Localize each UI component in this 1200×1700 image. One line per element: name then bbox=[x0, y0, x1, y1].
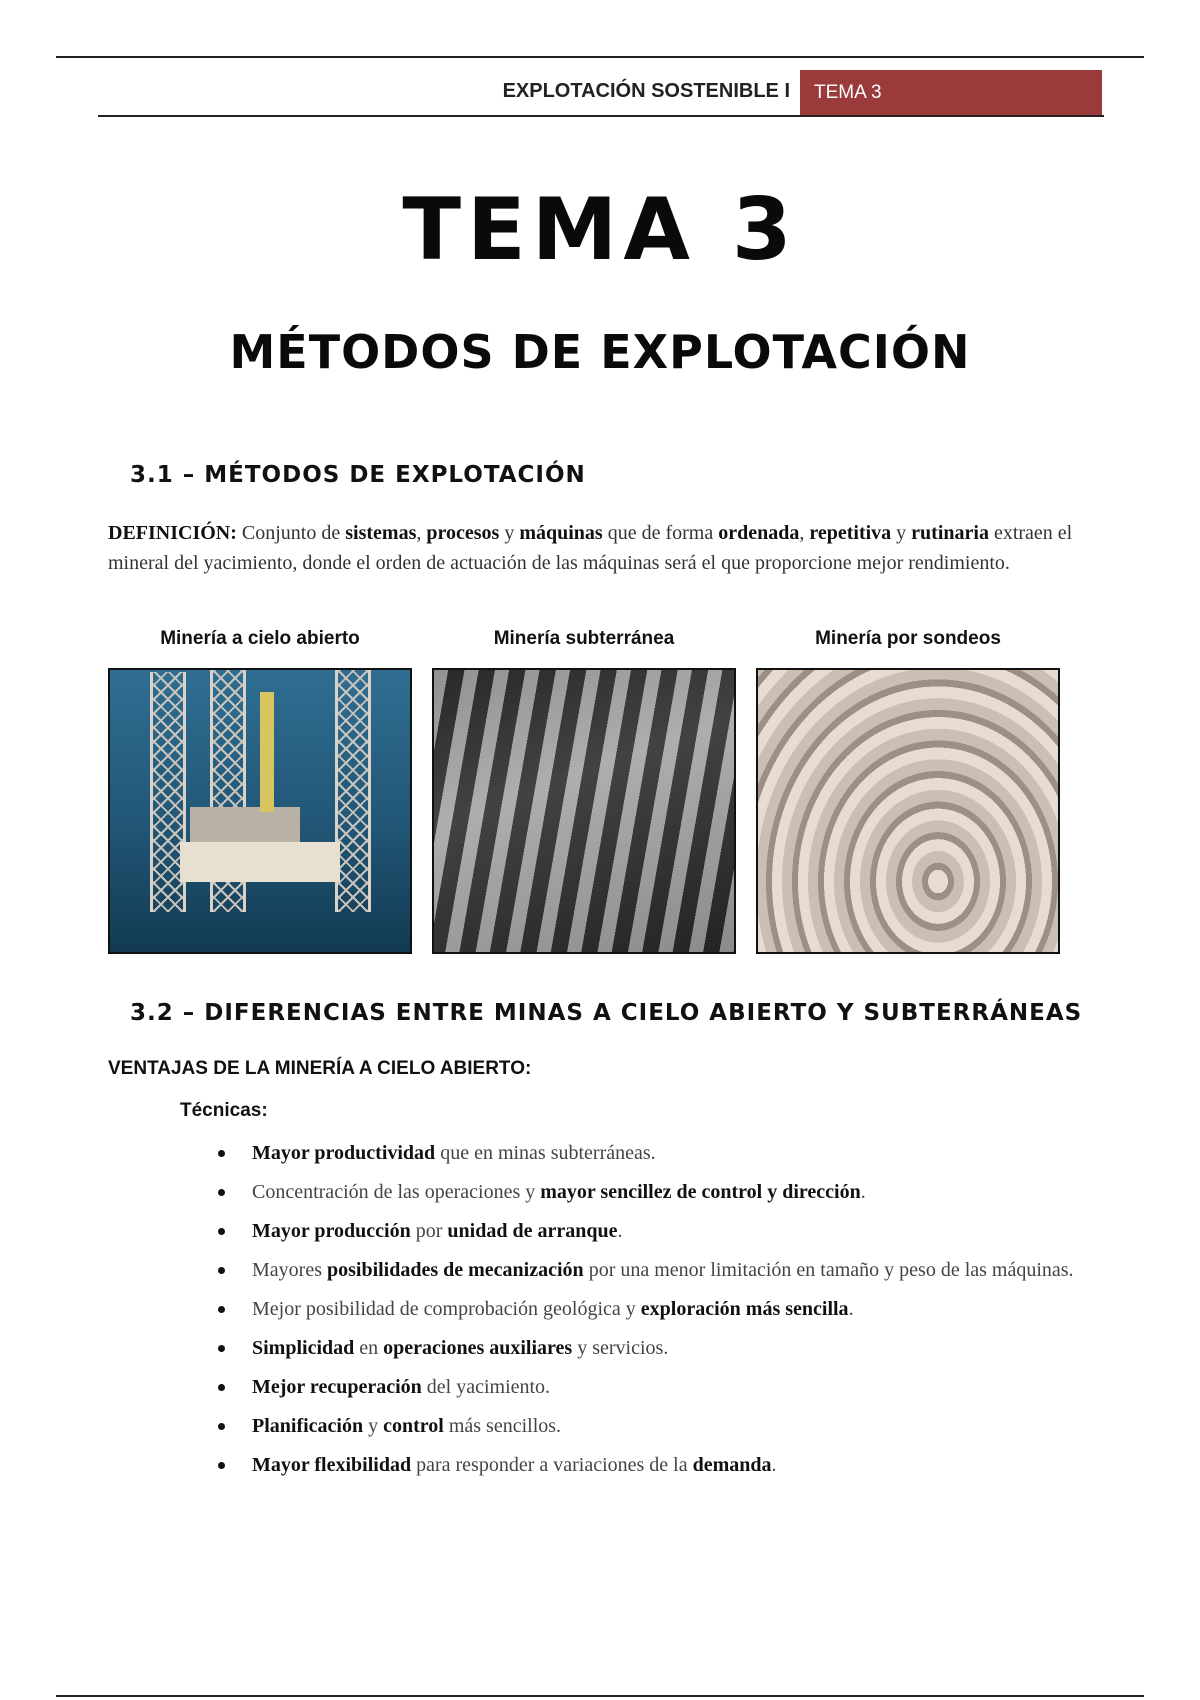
techniques-label: Técnicas: bbox=[180, 1100, 268, 1121]
header-document-title: EXPLOTACIÓN SOSTENIBLE I bbox=[502, 80, 790, 102]
list-item bbox=[218, 1452, 1078, 1478]
bold-text-run: posibilidades de mecanización bbox=[326, 1259, 584, 1281]
page-title: TEMA 3 bbox=[402, 180, 798, 280]
bold-text-run: unidad de arranque bbox=[447, 1220, 618, 1242]
advantages-list bbox=[218, 1140, 1078, 1491]
rig-tower-right bbox=[335, 668, 371, 912]
page-subtitle: MÉTODOS DE EXPLOTACIÓN bbox=[229, 325, 971, 379]
text-run: Mejor posibilidad de comprobación geológica y bbox=[252, 1298, 641, 1320]
bold-text-run: ordenada bbox=[718, 522, 800, 544]
list-item bbox=[218, 1296, 1078, 1322]
text-run: extraen el mineral del yacimiento, donde el orden de actuación de las máquinas será el que proporcione mejor rendimiento. bbox=[108, 522, 1073, 574]
list-item bbox=[218, 1140, 1078, 1166]
bold-text-run: Mayor flexibilidad bbox=[252, 1454, 412, 1476]
text-run: . bbox=[860, 1181, 866, 1203]
text-run: por bbox=[410, 1220, 448, 1242]
text-run: más sencillos. bbox=[443, 1415, 562, 1437]
list-item bbox=[218, 1374, 1078, 1400]
advantages-heading: VENTAJAS DE LA MINERÍA A CIELO ABIERTO: bbox=[108, 1058, 532, 1079]
bold-text-run: Simplicidad bbox=[252, 1337, 355, 1359]
text-run: Concentración de las operaciones y bbox=[252, 1181, 541, 1203]
text-run: Conjunto de bbox=[236, 522, 346, 544]
bold-text-run: mayor sencillez de control y dirección bbox=[540, 1181, 861, 1203]
text-run: y bbox=[891, 522, 912, 544]
bold-text-run: Mayor productividad bbox=[252, 1142, 436, 1164]
bold-text-run: Mayor producción bbox=[252, 1220, 411, 1242]
header-rule bbox=[98, 115, 1104, 117]
list-item bbox=[218, 1257, 1078, 1283]
bold-text-run: Planificación bbox=[252, 1415, 364, 1437]
underground-mine-photo bbox=[432, 668, 736, 954]
bold-text-run: rutinaria bbox=[911, 522, 989, 544]
header-topic-badge: TEMA 3 bbox=[800, 70, 1102, 116]
text-run: y servicios. bbox=[572, 1337, 669, 1359]
figure-caption-underground: Minería subterránea bbox=[493, 628, 675, 649]
bold-text-run: demanda bbox=[692, 1454, 772, 1476]
text-run: , bbox=[416, 522, 427, 544]
bold-text-run: repetitiva bbox=[809, 522, 892, 544]
list-item bbox=[218, 1179, 1078, 1205]
text-run: del yacimiento. bbox=[421, 1376, 551, 1398]
section-heading-2: 3.2 – DIFERENCIAS ENTRE MINAS A CIELO ABIERTO Y SUBTERRÁNEAS bbox=[130, 1000, 1083, 1026]
text-run: Mayores bbox=[252, 1259, 327, 1281]
rig-upper-deck bbox=[190, 807, 300, 842]
figure-caption-open-pit: Minería a cielo abierto bbox=[160, 628, 360, 649]
bold-text-run: operaciones auxiliares bbox=[383, 1337, 573, 1359]
bold-text-run: exploración más sencilla bbox=[640, 1298, 849, 1320]
section-heading-1: 3.1 – MÉTODOS DE EXPLOTACIÓN bbox=[130, 462, 586, 488]
figure-caption-borehole: Minería por sondeos bbox=[815, 628, 1001, 649]
rig-crane bbox=[260, 692, 274, 812]
bottom-rule bbox=[56, 1695, 1144, 1697]
list-item bbox=[218, 1335, 1078, 1361]
text-run: en bbox=[354, 1337, 384, 1359]
text-run: para responder a variaciones de la bbox=[411, 1454, 693, 1476]
text-run: , bbox=[799, 522, 810, 544]
bold-text-run: procesos bbox=[426, 522, 500, 544]
bold-text-run: Mejor recuperación bbox=[252, 1376, 422, 1398]
text-run: que en minas subterráneas. bbox=[435, 1142, 656, 1164]
top-rule bbox=[56, 56, 1144, 58]
offshore-rig-photo bbox=[108, 668, 412, 954]
bold-text-run: control bbox=[383, 1415, 444, 1437]
list-item bbox=[218, 1218, 1078, 1244]
text-run: . bbox=[848, 1298, 854, 1320]
text-run: y bbox=[499, 522, 520, 544]
text-run: que de forma bbox=[602, 522, 719, 544]
text-run: por una menor limitación en tamaño y peso de las máquinas. bbox=[583, 1259, 1074, 1281]
bold-text-run: sistemas bbox=[345, 522, 417, 544]
bold-text-run: DEFINICIÓN: bbox=[108, 522, 237, 544]
text-run: . bbox=[617, 1220, 623, 1242]
text-run: y bbox=[363, 1415, 384, 1437]
bold-text-run: máquinas bbox=[519, 522, 603, 544]
rig-deck bbox=[180, 842, 340, 882]
text-run: . bbox=[771, 1454, 777, 1476]
list-item bbox=[218, 1413, 1078, 1439]
definition-paragraph bbox=[108, 518, 1098, 578]
open-pit-mine-photo bbox=[756, 668, 1060, 954]
